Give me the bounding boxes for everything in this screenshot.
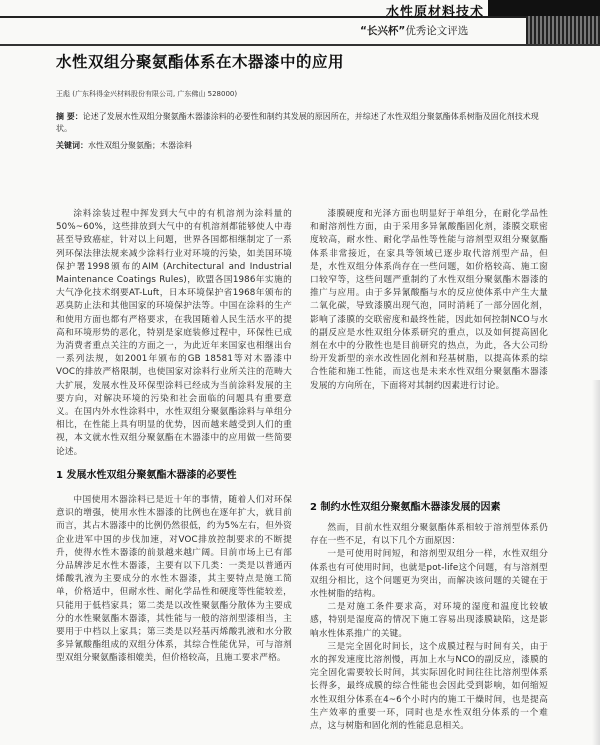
section2-text: 然而，目前水性双组分聚氨酯体系相较于溶剂型体系仍存在一些不足，有以下几个方面原因：: [310, 523, 548, 547]
section2-body: [310, 522, 548, 745]
section1-title: 1 发展水性双组分聚氨酯木器漆的必要性: [56, 470, 237, 481]
journal-name: 水性原材料技术: [386, 5, 485, 20]
right-intro-text: 漆膜硬度和光泽方面也明显好于单组分，在耐化学品性和耐溶剂性方面，由于采用多异氰酸酯固化剂，漆膜交联密度较高，耐水性、耐化学品性等性能与溶剂型双组分聚氨酯体系非常接近，在家具等领域已逐步取代溶剂型产品，但是，水性双组分体系尚存在一些问题，如价格较高、施工窗口较窄等，这些问题严重制约了水性双组分聚氨酯木器漆的推广与应用。由于多异氰酸酯与水的反应使体系中产生大量二氧化碳，导致漆膜出现气泡，同时消耗了一部分固化剂，影响了漆膜的交联密度和最终性能，因此如何控制NCO与水的副反应是水性双组分体系研究的重点，以及如何提高固化剂在水中的分散性也是目前研究的热点，为此，各大公司纷纷开发新型的亲水改性固化剂和羟基树脂，以提高体系的综合性能和施工性能，而这也是未来水性双组分聚氨酯木器漆发展的方向所在，下面将对其制约因素进行讨论。: [310, 209, 548, 391]
article-title: 水性双组分聚氨酯体系在木器漆中的应用: [56, 53, 345, 71]
page-edge-shadow: [592, 380, 600, 745]
keywords: [56, 140, 192, 151]
keywords-label: 关键词：: [56, 141, 88, 150]
header-bottom-rule: [0, 44, 600, 46]
contest-tag-prefix: “长兴杯”: [360, 25, 406, 37]
header-rule: [0, 16, 600, 18]
contest-tag-suffix: 优秀论文评选: [405, 25, 469, 37]
contest-tag: [360, 23, 468, 38]
header-black-block: [488, 0, 600, 16]
left-intro-text: 涂料涂装过程中挥发到大气中的有机溶剂为涂料量的50%~60%，这些排放到大气中的有机溶剂都能够使人中毒甚至导致癌症，针对以上问题，世界各国都相继制定了一系列环保法律法规来减少涂料行业对环境的污染，如美国环境保护署1998颁布的AIM (Architectural and Industrial Maintenance Coatings Rules)，欧盟各国1986年实施的大气净化技术纲要AT-Luft，日本环境保护省1968年颁布的恶臭防止法和其他国家的环境保护法等。中国在涂料的生产和使用方面也都有严格要求，在我国随着人民生活水平的提高和环境形势的恶化，特别是家庭装修过程中，环保性已成为消费者重点关注的方面之一，为此近年来国家也相继出台一系列法规，如2001年颁布的GB 18581等对木器漆中VOC的排放严格限制，也使国家对涂料行业所关注的范畴大大扩展，发展水性及环保型涂料已经成为当前涂料发展的主要方向，对解决环境的污染和社会面临的问题具有重要意义。在国内外水性涂料中，水性双组分聚氨酯涂料与单组分相比，在性能上具有明显的优势，因而越来越受到人们的重视，本文就水性双组分聚氨酯在木器漆中的应用做一些简要论述。: [56, 209, 292, 457]
left-intro: [56, 208, 292, 457]
section2-item1: 一是可使用时间短，和溶剂型双组分一样，水性双组分体系也有可使用时间，也就是pot-life这个问题，有与溶剂型双组分相比，这个问题更为突出，而解决该问题的关键在于水性树脂的结构。: [310, 549, 548, 600]
right-intro: [310, 208, 548, 484]
header-barcode-block: [526, 16, 600, 44]
abstract-text: 论述了发展水性双组分聚氨酯木器漆涂料的必要性和制约其发展的原因所在，并综述了水性双组分聚氨酯体系树脂及固化剂技术现状。: [56, 112, 539, 133]
keywords-text: 水性双组分聚氨酯；木器涂料: [88, 141, 192, 150]
section2-item2: 二是对施工条件要求高，对环境的湿度和温度比较敏感，特别是湿度高的情况下施工容易出现漆膜缺陷，这是影响水性体系推广的关键。: [310, 602, 548, 639]
abstract-label: 摘 要：: [56, 112, 83, 121]
section2-title: 2 制约水性双组分聚氨酯木器漆发展的因素: [310, 502, 501, 513]
section2-item3: 三是完全固化时间长，这个成膜过程与时间有关，由于水的挥发速度比溶剂慢，再加上水与NCO的副反应，漆膜的完全固化需要较长时间，其实际固化时间往往比溶剂型体系长得多，最终成膜的综合性能也会因此受到影响，如何缩短水性双组分体系在4~6个小时内的施工干燥时间，也是提高生产效率的重要一环，同时也是水性双组分体系的一个难点，这与树脂和固化剂的性能息息相关。: [310, 641, 548, 732]
section1-text: 中国使用木器涂料已是近十年的事情，随着人们对环保意识的增强，使用水性木器漆的比例也在逐年扩大，就目前而言，其占木器漆中的比例仍然很低，约为5%左右，但外资企业进军中国的步伐加速，对VOC排放控制要求的不断提升，使得水性木器漆的前景越来越广阔。目前市场上已有部分品牌涉足水性木器漆，主要有以下几类：一类是以普通丙烯酸乳液为主要成分的水性木器漆，其主要特点是施工简单，价格适中，但耐水性、耐化学品性和硬度等性能较差，只能用于低档家具；第二类是以改性聚氨酯分散体为主要成分的水性聚氨酯木器漆，其性能与一般的溶剂型漆相当，主要用于中档以上家具；第三类是以羟基丙烯酸乳液和水分散多异氰酸酯组成的双组分体系，其综合性能优异，可与溶剂型双组分聚氨酯漆相媲美，但价格较高，且施工要求严格。: [56, 495, 292, 664]
author-line: 王彪 (广东科得金兴材料股份有限公司, 广东佛山 528000): [56, 90, 238, 98]
abstract: [56, 111, 550, 135]
section1-body: [56, 494, 292, 745]
